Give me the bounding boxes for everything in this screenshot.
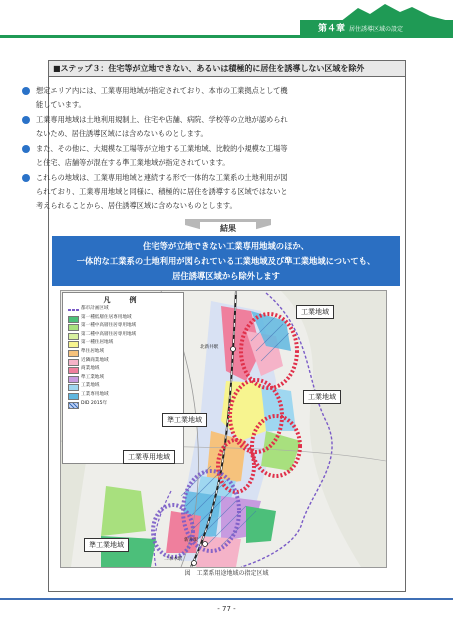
station-label: 二本木駅 (164, 557, 183, 562)
legend-label: 商業地域 (81, 366, 100, 372)
legend-item (63, 400, 183, 409)
chapter-header (318, 21, 403, 34)
legend-item (63, 365, 183, 374)
legend-title: 凡 例 (103, 296, 143, 304)
map-legend (62, 292, 184, 464)
legend-label: 準住居地域 (81, 348, 104, 354)
result-line: 居住誘導区域から除外します (172, 271, 280, 281)
legend-label: 近隣商業地域 (81, 357, 109, 363)
bullet-icon (22, 87, 30, 95)
legend-item (63, 305, 183, 314)
figure-caption: 図 工業系用途地域の指定区域 (184, 570, 269, 577)
legend-swatch (68, 309, 79, 311)
legend-label: 工業専用地域 (81, 391, 109, 397)
bullet-line: また、その他に、大規模な工場等が立地する工業地域、比較的小規模な工場等 (36, 144, 288, 153)
label-industrial-zone-2: 工業地域 (303, 390, 341, 404)
legend-item (63, 391, 183, 400)
bullet-icon (22, 145, 30, 153)
result-line: 一体的な工業系の土地利用が図られている工業地域及び準工業地域についても、 (76, 256, 376, 266)
label-exclusive-industrial-zone: 工業専用地域 (123, 450, 175, 464)
legend-label: 都市計画区域 (81, 306, 109, 311)
legend-label: 第一種中高層住居専用地域 (81, 323, 137, 329)
legend-item (63, 339, 183, 348)
bullet-line: 能しています。 (36, 100, 86, 109)
label-semi-industrial-zone-2: 準工業地域 (84, 538, 129, 552)
bullet-item (36, 171, 288, 213)
bullet-icon (22, 116, 30, 124)
result-line: 住宅等が立地できない工業専用地域のほか、 (143, 241, 309, 251)
bullet-line: 工業専用地域は土地利用規制上、住宅や店舗、病院、学校等の立地が認められ (36, 115, 288, 124)
legend-item (63, 382, 183, 391)
station-label: 新井駅 (184, 538, 198, 543)
result-banner (52, 236, 400, 286)
section-title: 居住誘導区域の設定 (349, 26, 404, 33)
legend-label: 第一種低層住居専用地域 (81, 314, 132, 320)
station-label: 北新井駅 (200, 345, 219, 350)
result-label: 結果 (200, 222, 256, 236)
mountain-icon (340, 2, 453, 22)
bullet-line: 考えられることから、居住誘導区域に含めないものとします。 (36, 201, 237, 210)
bullet-item (36, 142, 288, 170)
footer-rule (0, 598, 453, 600)
legend-label: 第二種中高層住居専用地域 (81, 331, 137, 337)
label-industrial-zone-1: 工業地域 (296, 305, 334, 319)
legend-item (63, 357, 183, 366)
legend-label: DID 2015年 (81, 400, 108, 406)
page-number: - 77 - (217, 605, 236, 613)
header-rule (0, 35, 453, 38)
legend-label: 工業地域 (81, 383, 100, 389)
legend-item (63, 348, 183, 357)
bullet-line: これらの地域は、工業専用地域と連続する形で一体的な工業系の土地利用が図 (36, 173, 288, 182)
label-semi-industrial-zone-1: 準工業地域 (162, 413, 207, 427)
bullet-icon (22, 174, 30, 182)
step-title: ■ステップ３：住宅等が立地できない、あるいは積極的に居住を誘導しない区域を除外 (49, 61, 405, 77)
bullet-line: 想定エリア内には、工業専用地域が指定されており、本市の工業拠点として機 (36, 86, 288, 95)
legend-label: 第一種住居地域 (81, 340, 114, 346)
legend-item (63, 331, 183, 340)
chapter-number: 第４章 (318, 24, 346, 34)
legend-item (63, 314, 183, 323)
bullet-line: と住宅、店舗等が混在する準工業地域が指定されています。 (36, 158, 230, 167)
legend-swatch (68, 402, 79, 409)
legend-item (63, 374, 183, 383)
bullet-line: られており、工業専用地域と同様に、積極的に居住を誘導する区域ではないと (36, 187, 288, 196)
legend-item (63, 322, 183, 331)
bullet-item (36, 113, 288, 141)
bullet-item (36, 84, 288, 112)
legend-label: 準工業地域 (81, 374, 104, 380)
bullet-line: ないため、居住誘導区域には含めないものとします。 (36, 129, 208, 138)
